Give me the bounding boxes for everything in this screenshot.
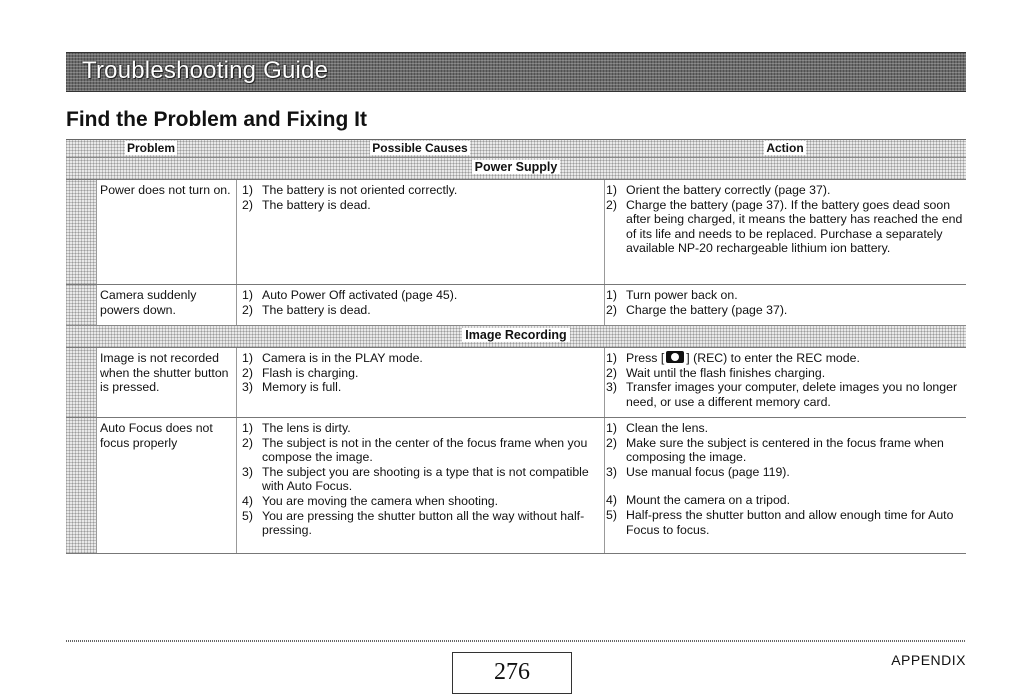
table-header-row	[66, 139, 966, 157]
problem-cell: Image is not recorded when the shutter button is pressed.	[100, 351, 229, 395]
column-divider	[236, 285, 237, 325]
problem-cell: Power does not turn on.	[100, 183, 231, 197]
header-problem: Problem	[126, 141, 175, 155]
column-divider	[96, 285, 97, 325]
table-row	[66, 284, 966, 325]
banner-title: Troubleshooting Guide	[82, 57, 329, 84]
column-divider	[604, 348, 605, 417]
troubleshooting-table	[66, 139, 966, 554]
column-divider	[604, 180, 605, 284]
column-divider	[604, 418, 605, 553]
column-divider	[604, 285, 605, 325]
section-label: Image Recording	[462, 328, 569, 342]
camera-icon	[666, 351, 684, 363]
action-cell: 1) Clean the lens. 2) Make sure the subject is centered in the focus frame when composing the image. 3) Use manual focus (page 119). 4) Mount the camera on a tripod. 5) Half-press the shutter button and allow enough time for Auto Focus to focus.	[606, 421, 954, 537]
causes-cell: 1) Auto Power Off activated (page 45). 2) The battery is dead.	[242, 288, 458, 317]
column-divider	[236, 180, 237, 284]
column-divider	[96, 348, 97, 417]
column-divider	[236, 418, 237, 553]
title-banner	[66, 52, 966, 92]
section-row-power-supply	[66, 157, 966, 179]
action-cell: 1) Orient the battery correctly (page 37). 2) Charge the battery (page 37). If the battery goes dead soon after being charged, it means the battery has reached the end of its life and needs to be replaced. Purchase a separately available NP-20 rechargeable lithium ion battery.	[606, 183, 963, 256]
action-cell: 1) Turn power back on. 2) Charge the battery (page 37).	[606, 288, 788, 317]
row-gutter	[66, 180, 96, 284]
section-label-appendix: APPENDIX	[891, 652, 966, 668]
column-divider	[96, 418, 97, 553]
row-gutter	[66, 418, 96, 553]
section-title: Find the Problem and Fixing It	[66, 108, 368, 131]
table-row	[66, 347, 966, 417]
causes-cell: 1) Camera is in the PLAY mode. 2) Flash is charging. 3) Memory is full.	[242, 351, 423, 395]
causes-cell: 1) The battery is not oriented correctly. 2) The battery is dead.	[242, 183, 458, 212]
causes-cell: 1) The lens is dirty. 2) The subject is not in the center of the focus frame when you compose the image. 3) The subject you are shooting is a type that is not compatible with Auto Focus. 4) You are moving the camera when shooting. 5) You are pressing the shutter button all the way without half-pressing.	[242, 421, 589, 538]
page-number-box	[452, 652, 572, 694]
header-action: Action	[766, 141, 804, 155]
column-divider	[236, 348, 237, 417]
page-number: 276	[494, 659, 530, 685]
footer-divider	[66, 640, 966, 642]
problem-cell: Auto Focus does not focus properly	[100, 421, 213, 450]
problem-cell: Camera suddenly powers down.	[100, 288, 197, 317]
action-cell: 1) Press [ ] (REC) to enter the REC mode. 2) Wait until the flash finishes charging. 3) Transfer images your computer, delete images you no longer need, or use a different memory card.	[606, 351, 958, 409]
column-divider	[96, 180, 97, 284]
header-causes: Possible Causes	[372, 141, 468, 155]
table-row	[66, 179, 966, 284]
row-gutter	[66, 348, 96, 417]
section-row-image-recording	[66, 325, 966, 347]
table-row	[66, 417, 966, 554]
section-label: Power Supply	[472, 160, 561, 174]
row-gutter	[66, 285, 96, 325]
